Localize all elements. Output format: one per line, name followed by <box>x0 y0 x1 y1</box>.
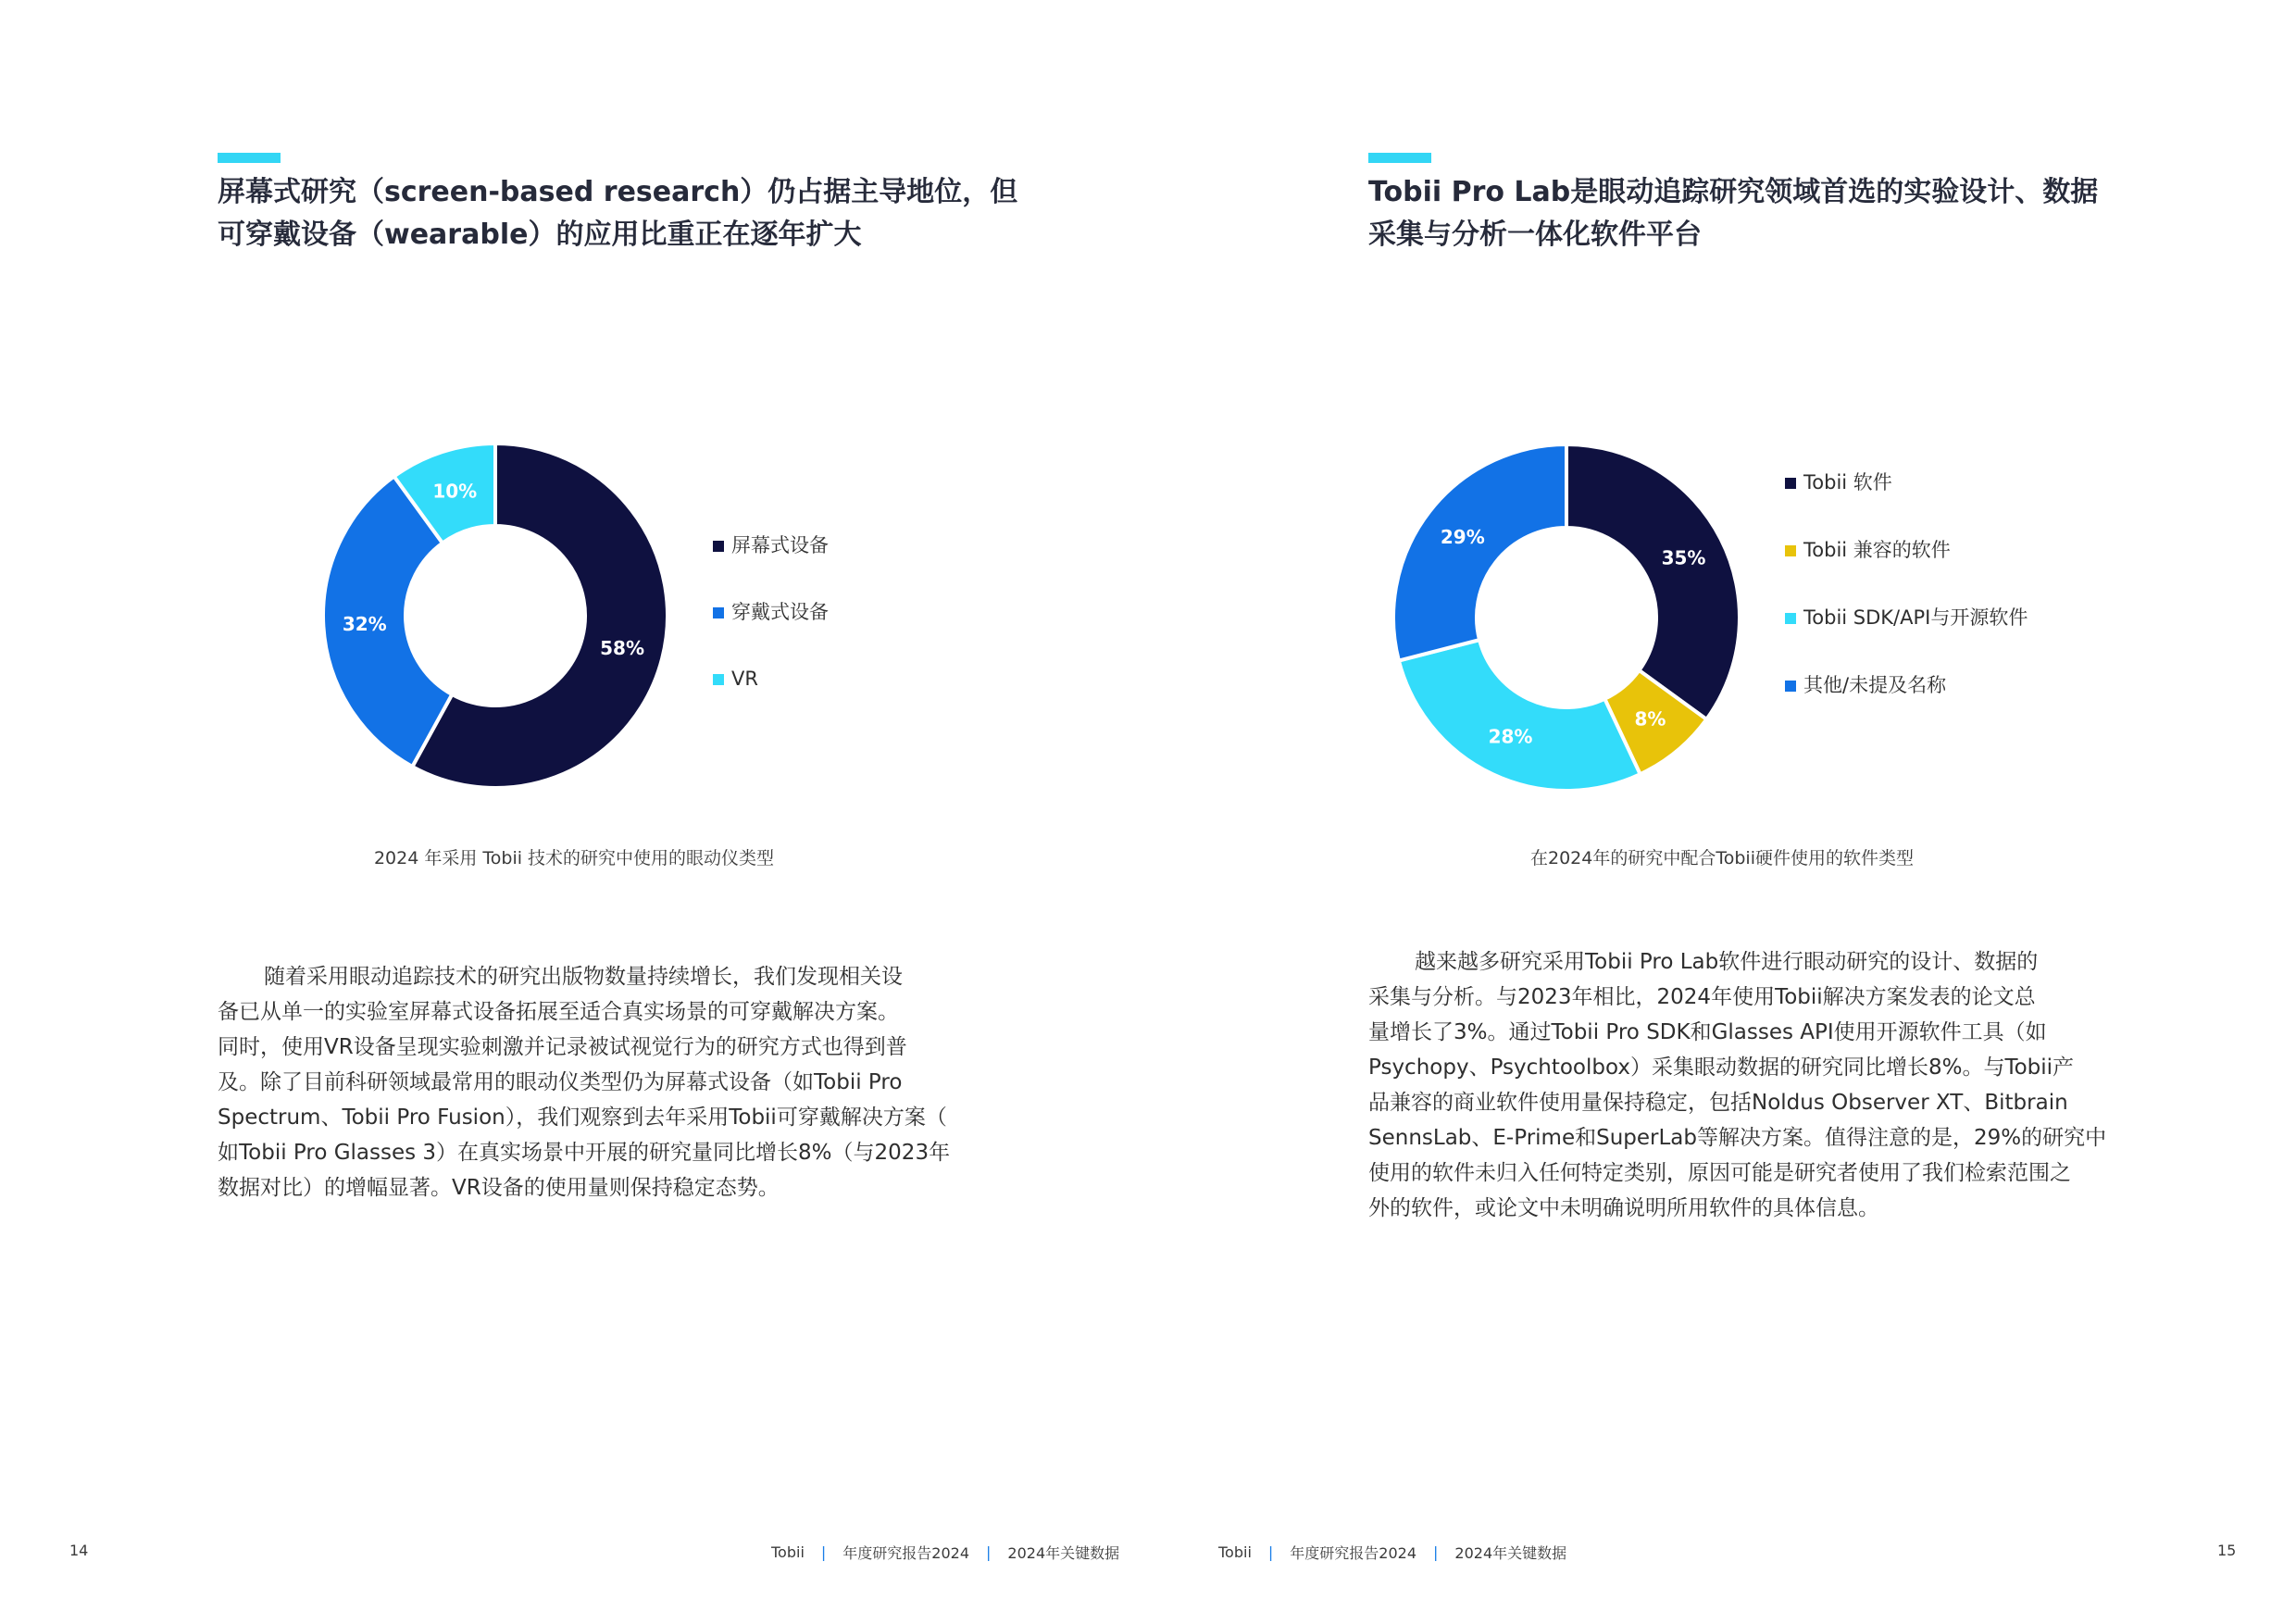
legend-swatch <box>1785 681 1796 692</box>
legend-label: 其他/未提及名称 <box>1803 674 1947 696</box>
footer-right <box>1218 1542 1566 1563</box>
chart-caption: 在2024年的研究中配合Tobii硬件使用的软件类型 <box>1530 848 1914 868</box>
title-line: 采集与分析一体化软件平台 <box>1368 219 1702 251</box>
footer-report: 年度研究报告2024 <box>842 1544 970 1562</box>
body-line: 随着采用眼动追踪技术的研究出版物数量持续增长，我们发现相关设 <box>264 965 903 989</box>
body-paragraph <box>218 959 951 1206</box>
footer-section: 2024年关键数据 <box>1454 1544 1567 1562</box>
page-number: 14 <box>69 1542 89 1559</box>
title-line: Tobii Pro Lab是眼动追踪研究领域首选的实验设计、数据 <box>1368 176 2099 208</box>
footer-left <box>771 1542 1119 1563</box>
body-line: 备已从单一的实验室屏幕式设备拓展至适合真实场景的可穿戴解决方案。 <box>218 1000 899 1024</box>
body-paragraph <box>1368 944 2107 1226</box>
body-line: 品兼容的商业软件使用量保持稳定，包括Noldus Observer XT、Bitbrain <box>1368 1091 2068 1115</box>
legend-label: 穿戴式设备 <box>731 601 829 623</box>
donut-slice <box>1393 444 1566 661</box>
footer-brand: Tobii <box>1218 1543 1252 1561</box>
slice-label: 29% <box>1440 525 1485 548</box>
legend-swatch <box>713 607 724 618</box>
legend-label: VR <box>731 668 758 690</box>
body-line: 如Tobii Pro Glasses 3）在真实场景中开展的研究量同比增长8%（与2023年 <box>218 1141 951 1165</box>
legend-label: Tobii 兼容的软件 <box>1803 539 1951 561</box>
chart-caption: 2024 年采用 Tobii 技术的研究中使用的眼动仪类型 <box>373 848 775 868</box>
legend-swatch <box>1785 545 1796 556</box>
footer-separator: | <box>1267 1543 1274 1561</box>
body-line: 越来越多研究采用Tobii Pro Lab软件进行眼动研究的设计、数据的 <box>1415 950 2039 974</box>
donut-chart-software-types <box>1148 426 2296 815</box>
legend-swatch <box>1785 478 1796 489</box>
footer-separator: | <box>1433 1543 1439 1561</box>
footer-section: 2024年关键数据 <box>1007 1544 1120 1562</box>
legend-swatch <box>713 541 724 552</box>
body-line: 及。除了目前科研领域最常用的眼动仪类型仍为屏幕式设备（如Tobii Pro <box>218 1070 903 1094</box>
section-title-software-types <box>1368 171 2128 256</box>
body-line: 外的软件，或论文中未明确说明所用软件的具体信息。 <box>1368 1196 1879 1220</box>
slice-label: 28% <box>1488 725 1533 748</box>
accent-bar <box>1368 153 1431 163</box>
body-line: 同时，使用VR设备呈现实验刺激并记录被试视觉行为的研究方式也得到普 <box>218 1035 907 1059</box>
legend-label: 屏幕式设备 <box>731 534 829 556</box>
donut-slice <box>1399 640 1641 791</box>
footer-report: 年度研究报告2024 <box>1290 1544 1417 1562</box>
body-line: 数据对比）的增幅显著。VR设备的使用量则保持稳定态势。 <box>218 1176 780 1200</box>
legend-label: Tobii 软件 <box>1803 471 1892 493</box>
accent-bar <box>218 153 281 163</box>
footer-separator: | <box>986 1543 992 1561</box>
slice-label: 10% <box>432 480 478 503</box>
body-line: Psychopy、Psychtoolbox）采集眼动数据的研究同比增长8%。与Tobii产 <box>1368 1056 2075 1080</box>
section-title-device-types <box>218 171 1018 256</box>
footer-separator: | <box>820 1543 827 1561</box>
body-line: 采集与分析。与2023年相比，2024年使用Tobii解决方案发表的论文总 <box>1368 985 2036 1009</box>
footer-brand: Tobii <box>771 1543 805 1561</box>
legend-swatch <box>713 674 724 685</box>
donut-slice <box>1566 444 1740 719</box>
body-line: 使用的软件未归入任何特定类别，原因可能是研究者使用了我们检索范围之 <box>1368 1161 2071 1185</box>
donut-chart-device-types <box>0 426 1148 815</box>
body-line: Spectrum、Tobii Pro Fusion），我们观察到去年采用Tobii可穿戴解决方案（ <box>218 1106 947 1130</box>
slice-label: 58% <box>600 637 644 660</box>
slice-label: 32% <box>342 612 387 635</box>
body-line: SennsLab、E-Prime和SuperLab等解决方案。值得注意的是，29%的研究中 <box>1368 1126 2107 1150</box>
title-line: 可穿戴设备（wearable）的应用比重正在逐年扩大 <box>218 219 862 251</box>
body-line: 量增长了3%。通过Tobii Pro SDK和Glasses API使用开源软件工具（如 <box>1368 1020 2047 1044</box>
right-page <box>1148 0 2296 1624</box>
slice-label: 35% <box>1661 546 1706 569</box>
page-number: 15 <box>2217 1542 2237 1559</box>
legend-label: Tobii SDK/API与开源软件 <box>1803 606 2028 629</box>
legend-swatch <box>1785 613 1796 624</box>
title-line: 屏幕式研究（screen-based research）仍占据主导地位，但 <box>218 176 1018 208</box>
slice-label: 8% <box>1634 707 1666 731</box>
